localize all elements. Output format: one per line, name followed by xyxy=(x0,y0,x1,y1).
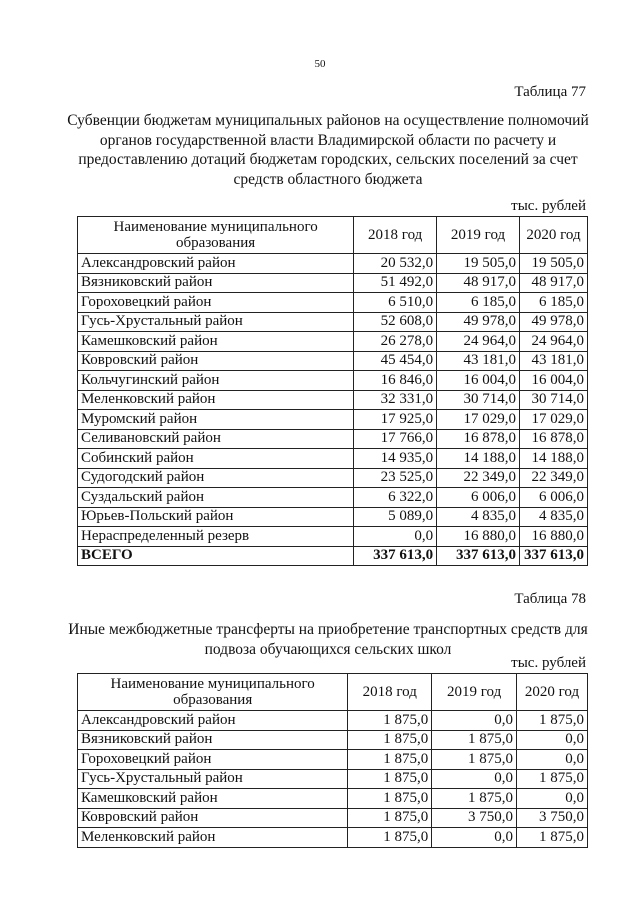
table-78-units: тыс. рублей xyxy=(511,655,586,671)
cell-value: 17 766,0 xyxy=(354,429,437,449)
cell-value: 337 613,0 xyxy=(354,546,437,566)
table-row xyxy=(78,371,588,391)
cell-value: 0,0 xyxy=(432,828,517,848)
cell-value: 0,0 xyxy=(517,750,588,770)
column-header-2020: 2020 год xyxy=(519,217,587,254)
column-header-2019: 2019 год xyxy=(437,217,520,254)
cell-value: 0,0 xyxy=(517,730,588,750)
cell-value: 43 181,0 xyxy=(519,351,587,371)
cell-name: Нераспределенный резерв xyxy=(78,527,354,547)
cell-value: 45 454,0 xyxy=(354,351,437,371)
table-row xyxy=(78,789,588,809)
cell-value: 0,0 xyxy=(354,527,437,547)
cell-value: 337 613,0 xyxy=(437,546,520,566)
table-row xyxy=(78,312,588,332)
table-row xyxy=(78,410,588,430)
table-row xyxy=(78,507,588,527)
table-row xyxy=(78,828,588,848)
cell-value: 17 029,0 xyxy=(437,410,520,430)
table-row xyxy=(78,527,588,547)
cell-name: ВСЕГО xyxy=(78,546,354,566)
table-row xyxy=(78,730,588,750)
table-78 xyxy=(77,673,588,848)
page-number: 50 xyxy=(314,58,326,70)
cell-value: 16 878,0 xyxy=(519,429,587,449)
cell-value: 14 188,0 xyxy=(437,449,520,469)
table-row xyxy=(78,808,588,828)
cell-value: 23 525,0 xyxy=(354,468,437,488)
cell-value: 1 875,0 xyxy=(432,789,517,809)
cell-name: Юрьев-Польский район xyxy=(78,507,354,527)
cell-value: 16 004,0 xyxy=(437,371,520,391)
cell-value: 4 835,0 xyxy=(437,507,520,527)
cell-value: 20 532,0 xyxy=(354,254,437,274)
table-78-title: Иные межбюджетные трансферты на приобретение транспортных средств для подвоза обучающихся сельских школ xyxy=(68,621,588,658)
table-78-label: Таблица 78 xyxy=(514,591,586,607)
cell-name: Вязниковский район xyxy=(78,273,354,293)
cell-value: 1 875,0 xyxy=(348,789,432,809)
cell-name: Гороховецкий район xyxy=(78,750,348,770)
table-77-units: тыс. рублей xyxy=(511,198,586,214)
cell-value: 1 875,0 xyxy=(432,730,517,750)
cell-value: 26 278,0 xyxy=(354,332,437,352)
cell-value: 22 349,0 xyxy=(519,468,587,488)
cell-value: 1 875,0 xyxy=(348,730,432,750)
cell-value: 19 505,0 xyxy=(519,254,587,274)
cell-value: 48 917,0 xyxy=(437,273,520,293)
cell-value: 51 492,0 xyxy=(354,273,437,293)
table-row xyxy=(78,332,588,352)
cell-value: 24 964,0 xyxy=(437,332,520,352)
cell-value: 0,0 xyxy=(517,789,588,809)
table-row xyxy=(78,293,588,313)
column-header-name: Наименование муниципального образования xyxy=(78,217,354,254)
cell-value: 16 846,0 xyxy=(354,371,437,391)
cell-value: 49 978,0 xyxy=(519,312,587,332)
cell-value: 30 714,0 xyxy=(437,390,520,410)
table-header-row xyxy=(78,217,588,254)
cell-value: 4 835,0 xyxy=(519,507,587,527)
cell-name: Александровский район xyxy=(78,711,348,731)
cell-value: 3 750,0 xyxy=(432,808,517,828)
cell-name: Собинский район xyxy=(78,449,354,469)
cell-name: Судогодский район xyxy=(78,468,354,488)
cell-name: Вязниковский район xyxy=(78,730,348,750)
cell-value: 6 322,0 xyxy=(354,488,437,508)
table-row xyxy=(78,488,588,508)
column-header-name: Наименование муниципального образования xyxy=(78,674,348,711)
cell-value: 49 978,0 xyxy=(437,312,520,332)
cell-value: 16 880,0 xyxy=(519,527,587,547)
table-77-label: Таблица 77 xyxy=(514,84,586,100)
table-row xyxy=(78,273,588,293)
cell-value: 24 964,0 xyxy=(519,332,587,352)
table-row xyxy=(78,254,588,274)
cell-value: 1 875,0 xyxy=(348,828,432,848)
cell-name: Александровский район xyxy=(78,254,354,274)
cell-name: Муромский район xyxy=(78,410,354,430)
cell-name: Гусь-Хрустальный район xyxy=(78,312,354,332)
cell-name: Селивановский район xyxy=(78,429,354,449)
cell-value: 14 188,0 xyxy=(519,449,587,469)
cell-name: Гусь-Хрустальный район xyxy=(78,769,348,789)
cell-name: Меленковский район xyxy=(78,390,354,410)
cell-value: 6 185,0 xyxy=(437,293,520,313)
cell-value: 30 714,0 xyxy=(519,390,587,410)
cell-value: 1 875,0 xyxy=(348,711,432,731)
column-header-2018: 2018 год xyxy=(354,217,437,254)
column-header-2020: 2020 год xyxy=(517,674,588,711)
cell-value: 16 004,0 xyxy=(519,371,587,391)
cell-value: 1 875,0 xyxy=(517,828,588,848)
cell-value: 16 880,0 xyxy=(437,527,520,547)
table-row xyxy=(78,351,588,371)
cell-value: 1 875,0 xyxy=(517,711,588,731)
cell-value: 19 505,0 xyxy=(437,254,520,274)
cell-value: 43 181,0 xyxy=(437,351,520,371)
cell-value: 3 750,0 xyxy=(517,808,588,828)
table-77 xyxy=(77,216,588,566)
cell-value: 1 875,0 xyxy=(348,769,432,789)
cell-value: 22 349,0 xyxy=(437,468,520,488)
cell-value: 6 185,0 xyxy=(519,293,587,313)
table-row xyxy=(78,429,588,449)
cell-name: Гороховецкий район xyxy=(78,293,354,313)
cell-value: 14 935,0 xyxy=(354,449,437,469)
cell-value: 5 089,0 xyxy=(354,507,437,527)
cell-value: 1 875,0 xyxy=(348,750,432,770)
table-header-row xyxy=(78,674,588,711)
cell-value: 17 925,0 xyxy=(354,410,437,430)
cell-value: 0,0 xyxy=(432,711,517,731)
table-total-row xyxy=(78,546,588,566)
table-row xyxy=(78,449,588,469)
column-header-2018: 2018 год xyxy=(348,674,432,711)
cell-value: 337 613,0 xyxy=(519,546,587,566)
cell-name: Суздальский район xyxy=(78,488,354,508)
cell-value: 32 331,0 xyxy=(354,390,437,410)
table-row xyxy=(78,750,588,770)
cell-name: Ковровский район xyxy=(78,351,354,371)
cell-value: 16 878,0 xyxy=(437,429,520,449)
cell-value: 52 608,0 xyxy=(354,312,437,332)
cell-name: Меленковский район xyxy=(78,828,348,848)
cell-value: 1 875,0 xyxy=(432,750,517,770)
cell-name: Камешковский район xyxy=(78,332,354,352)
cell-value: 1 875,0 xyxy=(517,769,588,789)
cell-value: 17 029,0 xyxy=(519,410,587,430)
cell-value: 6 006,0 xyxy=(519,488,587,508)
table-row xyxy=(78,390,588,410)
cell-name: Кольчугинский район xyxy=(78,371,354,391)
table-row xyxy=(78,468,588,488)
table-row xyxy=(78,769,588,789)
column-header-2019: 2019 год xyxy=(432,674,517,711)
cell-name: Камешковский район xyxy=(78,789,348,809)
cell-value: 1 875,0 xyxy=(348,808,432,828)
cell-value: 6 006,0 xyxy=(437,488,520,508)
table-row xyxy=(78,711,588,731)
table-77-title: Субвенции бюджетам муниципальных районов на осуществление полномочий органов государственной власти Владимирской области по расчету и предоставлению дотаций бюджетам городских, сельских поселений за счет средств областного бюджета xyxy=(67,112,589,188)
cell-value: 48 917,0 xyxy=(519,273,587,293)
cell-value: 6 510,0 xyxy=(354,293,437,313)
cell-name: Ковровский район xyxy=(78,808,348,828)
cell-value: 0,0 xyxy=(432,769,517,789)
